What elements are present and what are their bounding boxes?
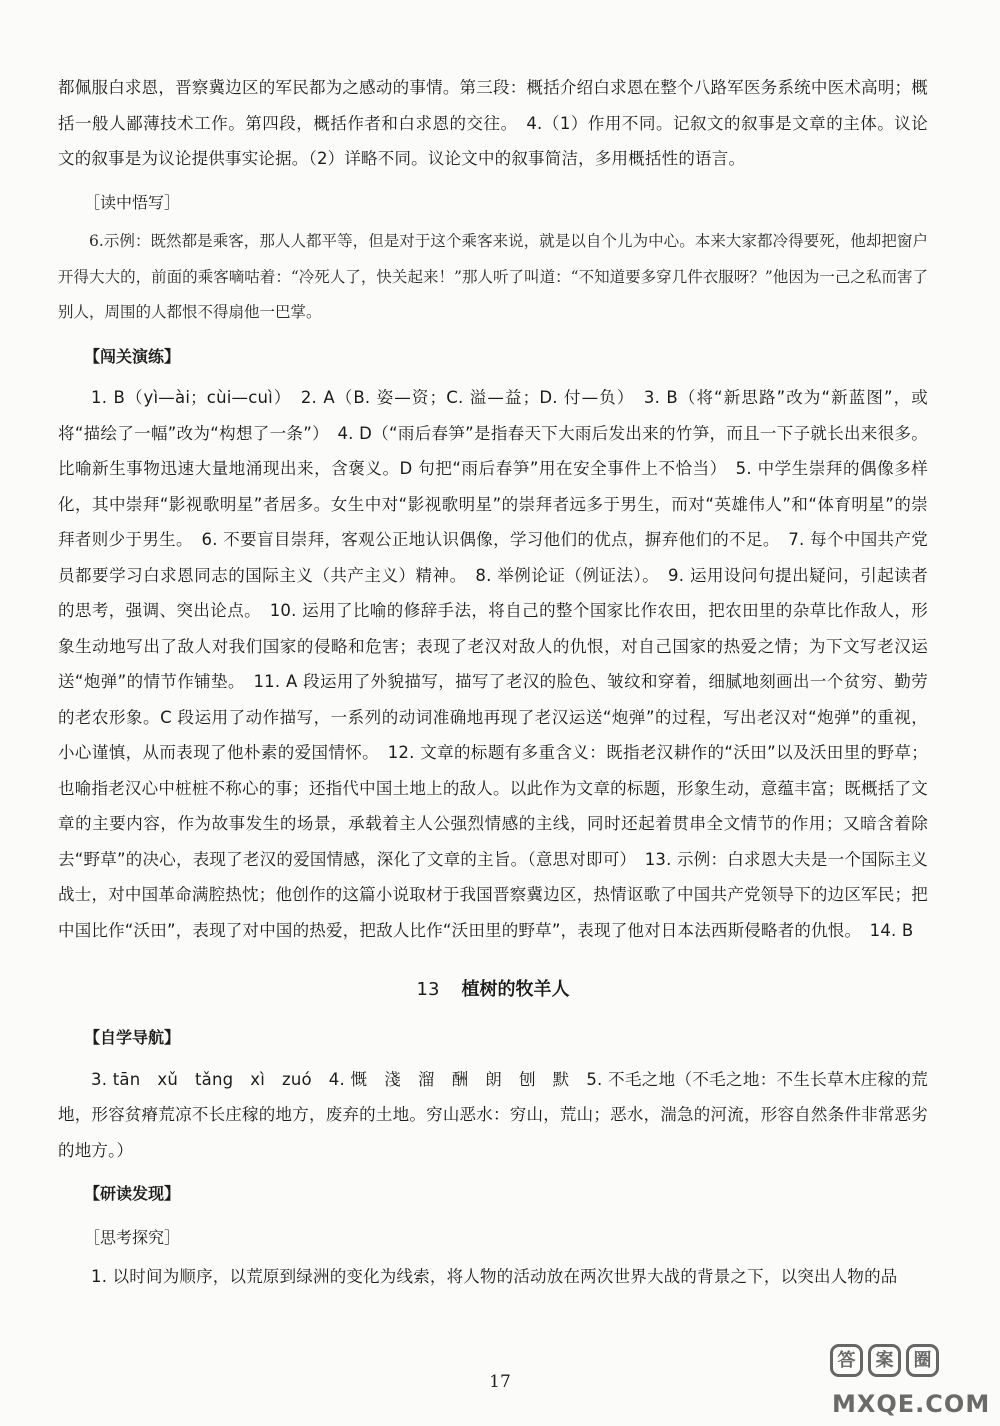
subheading-thinking: ［思考探究］	[84, 1227, 181, 1247]
handwritten-example-paragraph: 6.示例：既然都是乘客，那人人都平等，但是对于这个乘客来说，就是以自个儿为中心。本来大家都冷得要死，他却把窗户开得大大的，前面的乘客嘀咕着：“冷死人了，快关起来！”那人听了叫道：“不知道要多穿几件衣服呀？”他因为一己之私而害了别人，周围的人都恨不得扇他一巴掌。	[58, 232, 928, 321]
answers-paragraph: 1. B（yì—ài；cùi—cuì） 2. A（B. 姿—资；C. 溢—益；D. 付—负） 3. B（将“新思路”改为“新蓝图”，或将“描绘了一幅”改为“构想了一条”） 4. D（“雨后春笋”是指春天下大雨后发出来的竹笋，而且一下子就长出来很多。比喻新生事物迅速大量地涌现出来，含褒义。D 句把“雨后春笋”用在安全事件上不恰当） 5. 中学生崇拜的偶像多样化，其中崇拜“影视歌明星”者居多。女生中对“影视歌明星”的崇拜者远多于男生，而对“英雄伟人”和“体育明星”的崇拜者则少于男生。 6. 不要盲目崇拜，客观公正地认识偶像，学习他们的优点，摒弃他们的不足。 7. 每个中国共产党员都要学习白求恩同志的国际主义（共产主义）精神。 8. 举例论证（例证法）。 9. 运用设问句提出疑问，引起读者的思考，强调、突出论点。 10. 运用了比喻的修辞手法，将自己的整个国家比作农田，把农田里的杂草比作敌人，形象生动地写出了敌人对我们国家的侵略和危害；表现了老汉对敌人的仇恨，对自己国家的热爱之情；为下文写老汉运送“炮弹”的情节作铺垫。 11. A 段运用了外貌描写，描写了老汉的脸色、皱纹和穿着，细腻地刻画出一个贫穷、勤劳的老农形象。C 段运用了动作描写，一系列的动词准确地再现了老汉运送“炮弹”的过程，写出老汉对“炮弹”的重视，小心谨慎，从而表现了他朴素的爱国情怀。 12. 文章的标题有多重含义：既指老汉耕作的“沃田”以及沃田里的野草；也喻指老汉心中桩桩不称心的事；还指代中国土地上的敌人。以此作为文章的标题，形象生动，意蕴丰富；既概括了文章的主要内容，作为故事发生的场景，承载着主人公强烈情感的主线，同时还起着贯串全文情节的作用；又暗含着除去“野草”的决心，表现了老汉的爱国情感，深化了文章的主旨。（意思对即可） 13. 示例：白求恩大夫是一个国际主义战士，对中国革命满腔热忱；他创作的这篇小说取材于我国晋察冀边区，热情讴歌了中国共产党领导下的边区军民；把中国比作“沃田”，表现了对中国的热爱，把敌人比作“沃田里的野草”，表现了他对日本法西斯侵略者的仇恨。 14. B	[58, 388, 928, 940]
watermark-site: MXQE.COM	[832, 1390, 991, 1418]
watermark-char: 案	[868, 1344, 901, 1377]
watermark-char: 答	[830, 1344, 863, 1377]
self-study-answers: 3. tān xǔ tǎng xì zuó 4. 慨 淺 溜 酬 朗 刨 默 5. 不毛之地（不毛之地：不生长草木庄稼的荒地，形容贫瘠荒凉不长庄稼的地方，废弃的土地。穷山恶水：穷山，荒山；恶水，湍急的河流，形容自然条件非常恶劣的地方。）	[58, 1069, 928, 1160]
research-answer-paragraph: 1. 以时间为顺序，以荒原到绿洲的变化为线索，将人物的活动放在两次世界大战的背景之下，以突出人物的品	[91, 1267, 898, 1286]
watermark-char: 圈	[906, 1344, 939, 1377]
watermark-logo	[824, 1340, 991, 1420]
paragraph-continued: 都佩服白求恩，晋察冀边区的军民都为之感动的事情。第三段：概括介绍白求恩在整个八路军医务系统中医术高明；概括一般人鄙薄技术工作。第四段，概括作者和白求恩的交往。 4.（1）作用不同。记叙文的叙事是文章的主体。议论文的叙事是为议论提供事实论据。（2）详略不同。议论文中的叙事简洁，多用概括性的语言。	[58, 78, 928, 168]
section-heading-self-study: 【自学导航】	[84, 1028, 181, 1047]
section-heading-research: 【研读发现】	[84, 1184, 181, 1203]
lesson-title	[58, 970, 928, 1010]
section-heading-practice: 【闯关演练】	[84, 346, 181, 366]
answer-page	[58, 70, 928, 1295]
subheading-reading-writing: ［读中悟写］	[84, 192, 181, 212]
page-number: 17	[489, 1372, 511, 1392]
lesson-title-text: 植树的牧羊人	[461, 979, 570, 1000]
lesson-number: 13	[416, 979, 440, 1000]
